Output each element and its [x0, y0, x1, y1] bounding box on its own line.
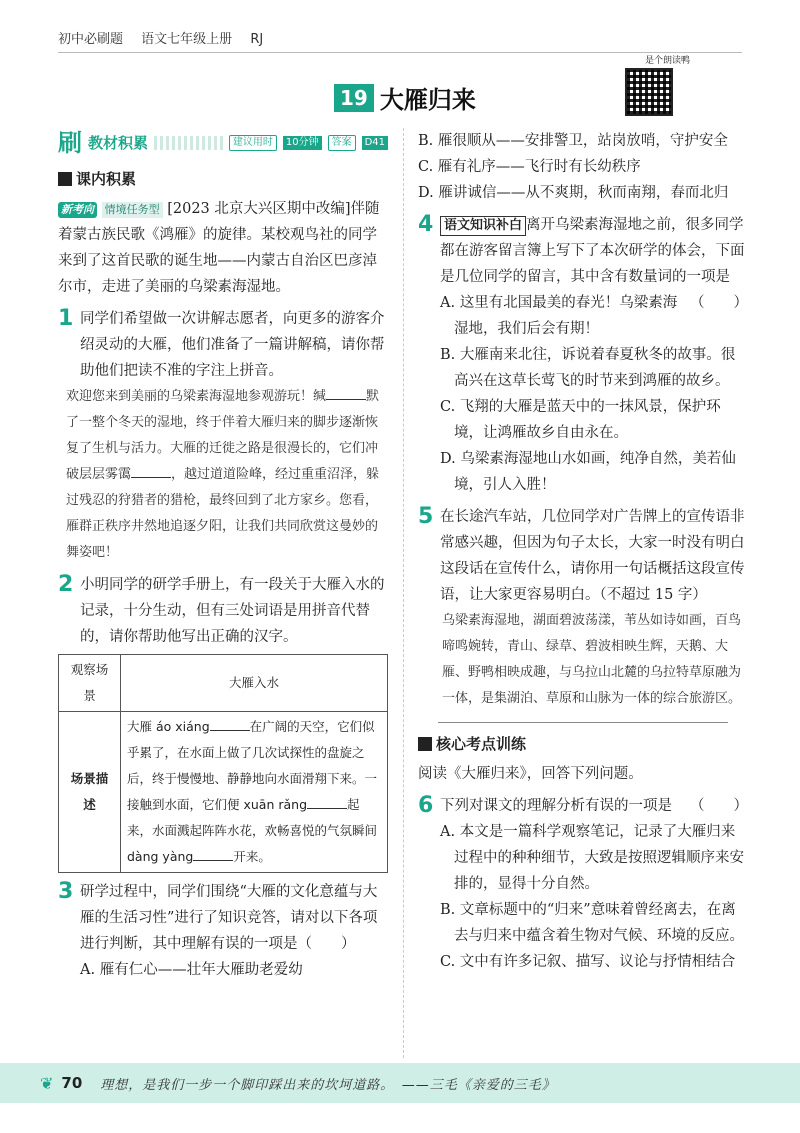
table-header-scene: 观察场景 [59, 655, 121, 712]
banner-stripes [154, 136, 223, 150]
question-6-option-c[interactable]: C. 文中有许多记叙、描写、议论与抒情相结合 [440, 954, 736, 970]
section-banner [58, 128, 388, 158]
question-1-passage: 欢迎您来到美丽的乌梁素海湿地参观游玩！缄 默了一整个冬天的湿地，终于伴着大雁归来的脚步逐渐恢复了生机与活力。大雁的迁徙之路是很漫长的，它们冲破层层雾霭 ，越过道道险峰，经过重重沼泽，躲过残忍的狩猎者的猎枪，最终回到了北方家乡。您看，雁群正秩序井然地追逐夕阳，让我们共同欣赏这曼妙的舞姿吧！ [58, 384, 388, 566]
time-value: 10分钟 [283, 136, 322, 150]
leaf-icon: ❦ [40, 1073, 54, 1093]
running-header [58, 28, 277, 47]
table-cell-description: 大雁 áo xiáng 在广阔的天空，它们似乎累了，在水面上做了几次试探性的盘旋之后，终于慢慢地、静静地向水面滑翔下来。一接触到水面，它们便 xuān rǎng 起来，水面溅起阵阵水花，欢畅喜悦的气氛瞬间 dàng yàng 开来。 [121, 712, 388, 873]
question-3-text: 研学过程中，同学们围绕“大雁的文化意蕴与大雁的生活习性”进行了知识竞答，请对以下各项进行判断，其中理解有误的一项是（ ） [80, 884, 378, 952]
lesson-title [334, 80, 476, 115]
edition: RJ [250, 32, 264, 47]
section-heading-2: 核心考点训练 [418, 731, 748, 757]
question-5-text: 在长途汽车站，几位同学对广告牌上的宣传语非常感兴趣，但因为句子太长，大家一时没有明白这段话在宣传什么，请你用一句话概括这段宣传语，让大家更容易明白。（不超过 15 字） [440, 509, 745, 603]
question-5: 5 在长途汽车站，几位同学对广告牌上的宣传语非常感兴趣，但因为句子太长，大家一时没有明白这段话在宣传什么，请你用一句话概括这段宣传语，让大家更容易明白。（不超过 15 字） [418, 504, 748, 608]
question-4-option-d[interactable]: D. 乌梁素海湿地山水如画，纯净自然，美若仙境，引人入胜！ [440, 451, 736, 493]
question-1: 1 同学们希望做一次讲解志愿者，向更多的游客介绍灵动的大雁，他们准备了一篇讲解稿，请你帮助他们把读不准的字注上拼音。 [58, 306, 388, 384]
question-1-text: 同学们希望做一次讲解志愿者，向更多的游客介绍灵动的大雁，他们准备了一篇讲解稿，请你帮助他们把读不准的字注上拼音。 [80, 311, 385, 379]
question-4: 4 语文知识补白 离开乌梁素海湿地之前，很多同学都在游客留言簿上写下了本次研学的体会，下面是几位同学的留言，其中含有数量词的一项是 （ ） A. 这里有北国最美的春光！乌梁素海湿地，我们后会有期！ B. 大雁南来北往，诉说着春夏秋冬的故事。很高兴在这草长莺飞的时节来到鸿雁的故乡。 C. 飞翔的大雁是蓝天中的一抹风景，保护环境，让鸿雁故乡自由永在。 D. 乌梁素海湿地山水如画，纯净自然，美若仙境，引人入胜！ [418, 212, 748, 498]
reading-lead: 阅读《大雁归来》，回答下列问题。 [418, 766, 643, 782]
question-4-option-a[interactable]: A. 这里有北国最美的春光！乌梁素海湿地，我们后会有期！ [440, 295, 678, 337]
intro-paragraph: 新考向 情境任务型 [2023 北京大兴区期中改编]伴随着蒙古族民歌《鸿雁》的旋律。某校观鸟社的同学来到了这首民歌的诞生地——内蒙古自治区巴彦淖尔市，走进了美丽的乌梁素海湿地。 [58, 201, 380, 295]
hanzi-blank[interactable] [193, 847, 233, 861]
question-4-option-b[interactable]: B. 大雁南来北往，诉说着春夏秋冬的故事。很高兴在这草长莺飞的时节来到鸿雁的故乡。 [440, 347, 736, 389]
question-4-text: 语文知识补白 离开乌梁素海湿地之前，很多同学都在游客留言簿上写下了本次研学的体会，下面是几位同学的留言，其中含有数量词的一项是 （ ） [440, 212, 748, 290]
question-3-option-d[interactable]: D. 雁讲诚信——从不爽期，秋而南翔，春而北归 [418, 185, 729, 201]
subject-name: 语文七年级上册 [141, 32, 233, 47]
column-divider [403, 128, 404, 1058]
question-6: 6 下列对课文的理解分析有误的一项是 （ ） A. 本文是一篇科学观察笔记，记录了大雁归来过程中的种种细节，大致是按照逻辑顺序来安排的，显得十分自然。 B. 文章标题中的“归来”意味着曾经离去，在离去与归来中蕴含着生物对气候、环境的反应。 C. 文中有许多记叙、描写、议论与抒情相结合 [418, 793, 748, 975]
pinyin-blank[interactable] [326, 386, 366, 400]
table-row-label: 场景描述 [59, 712, 121, 873]
page-footer [0, 1063, 800, 1103]
answer-paren[interactable]: （ ） [690, 295, 748, 311]
header-rule [58, 52, 742, 53]
right-column [418, 128, 748, 975]
lesson-name: 大雁归来 [379, 86, 476, 114]
question-5-passage: 乌梁素海湿地，湖面碧波荡漾，苇丛如诗如画，百鸟啼鸣婉转，青山、绿草、碧波相映生辉，天鹅、大雁、野鸭相映成趣，与乌拉山北麓的乌拉特草原融为一体，是集湖泊、草原和山脉为一体的综合旅游区。 [442, 613, 742, 706]
question-2: 2 小明同学的研学手册上，有一段关于大雁入水的记录，十分生动，但有三处词语是用拼音代替的，请你帮助他写出正确的汉字。 [58, 572, 388, 650]
answer-page: D41 [362, 136, 388, 150]
footer-quote: 理想，是我们一步一个脚印踩出来的坎坷道路。 ——三毛《亲爱的三毛》 [100, 1077, 556, 1093]
qr-code-icon[interactable] [625, 68, 673, 116]
section-mark-icon [418, 737, 432, 751]
left-column [58, 128, 388, 983]
page-number: 70 [61, 1074, 83, 1092]
hanzi-blank[interactable] [210, 717, 250, 731]
lesson-number: 19 [334, 84, 374, 112]
answer-line[interactable] [438, 722, 728, 723]
table-header-topic: 大雁入水 [121, 655, 388, 712]
question-3-option-a[interactable]: A. 雁有仁心——壮年大雁助老爱幼 [80, 962, 303, 978]
banner-title: 教材积累 [88, 134, 149, 152]
question-3-option-b[interactable]: B. 雁很顺从——安排警卫，站岗放哨，守护安全 [418, 133, 728, 149]
observation-table [58, 654, 388, 873]
pinyin-blank[interactable] [131, 464, 171, 478]
time-tag: 建议用时 [229, 135, 277, 151]
task-type-badge: 情境任务型 [102, 202, 163, 218]
new-direction-badge: 新考向 [58, 202, 97, 218]
question-3-option-c[interactable]: C. 雁有礼序——飞行时有长幼秩序 [418, 159, 641, 175]
question-4-option-c[interactable]: C. 飞翔的大雁是蓝天中的一抹风景，保护环境，让鸿雁故乡自由永在。 [440, 399, 721, 441]
section-heading-1: 课内积累 [58, 166, 388, 192]
question-6-text: 下列对课文的理解分析有误的一项是 （ ） [440, 793, 748, 819]
answer-paren[interactable]: （ ） [690, 798, 748, 814]
brush-glyph: 刷 [58, 129, 82, 157]
section-mark-icon [58, 172, 72, 186]
question-2-text: 小明同学的研学手册上，有一段关于大雁入水的记录，十分生动，但有三处词语是用拼音代替的，请你帮助他写出正确的汉字。 [80, 577, 385, 645]
answer-tag: 答案 [328, 135, 356, 151]
series-name: 初中必刷题 [58, 32, 124, 47]
question-3: 3 研学过程中，同学们围绕“大雁的文化意蕴与大雁的生活习性”进行了知识竞答，请对以下各项进行判断，其中理解有误的一项是（ ） A. 雁有仁心——壮年大雁助老爱幼 [58, 879, 388, 983]
question-6-option-b[interactable]: B. 文章标题中的“归来”意味着曾经离去，在离去与归来中蕴含着生物对气候、环境的反应。 [440, 902, 744, 944]
hanzi-blank[interactable] [307, 795, 347, 809]
question-6-option-a[interactable]: A. 本文是一篇科学观察笔记，记录了大雁归来过程中的种种细节，大致是按照逻辑顺序来安排的，显得十分自然。 [440, 824, 744, 892]
qr-label: 是个朗读鸭 [645, 56, 691, 66]
knowledge-label: 语文知识补白 [440, 216, 526, 236]
